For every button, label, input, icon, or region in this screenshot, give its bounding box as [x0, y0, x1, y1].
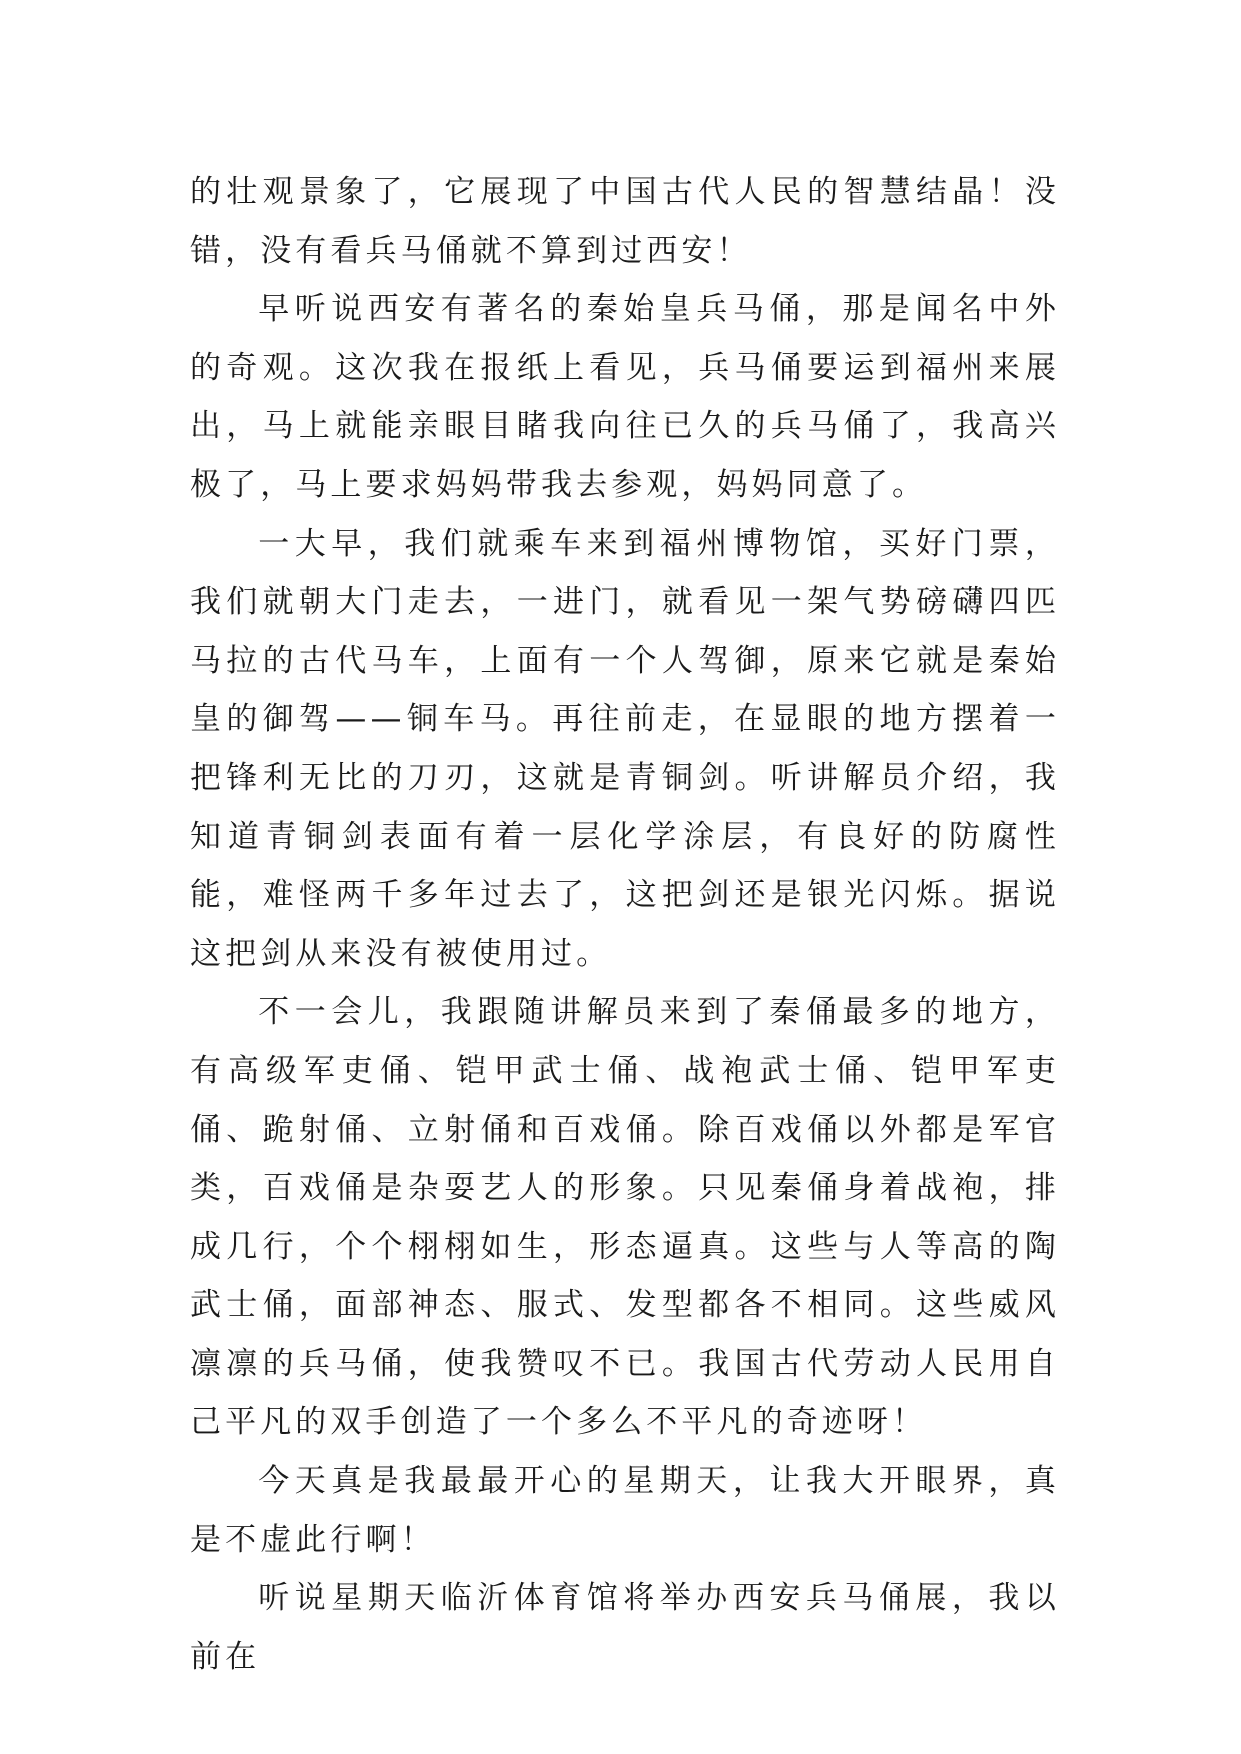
paragraph-5: 今天真是我最最开心的星期天，让我大开眼界，真是不虚此行啊！	[190, 1463, 1060, 1558]
paragraph-3: 一大早，我们就乘车来到福州博物馆，买好门票，我们就朝大门走去，一进门，就看见一架气势磅礴四匹马拉的古代马车，上面有一个人驾御，原来它就是秦始皇的御驾——铜车马。再往前走，在显眼的地方摆着一把锋利无比的刀刃，这就是青铜剑。听讲解员介绍，我知道青铜剑表面有着一层化学涂层，有良好的防腐性能，难怪两千多年过去了，这把剑还是银光闪烁。据说这把剑从来没有被使用过。	[190, 525, 1060, 972]
paragraph-1: 的壮观景象了，它展现了中国古代人民的智慧结晶！没错，没有看兵马俑就不算到过西安！	[190, 174, 1060, 269]
paragraph-4: 不一会儿，我跟随讲解员来到了秦俑最多的地方，有高级军吏俑、铠甲武士俑、战袍武士俑、铠甲军吏俑、跪射俑、立射俑和百戏俑。除百戏俑以外都是军官类，百戏俑是杂耍艺人的形象。只见秦俑身着战袍，排成几行，个个栩栩如生，形态逼真。这些与人等高的陶武士俑，面部神态、服式、发型都各不相同。这些威风凛凛的兵马俑，使我赞叹不已。我国古代劳动人民用自己平凡的双手创造了一个多么不平凡的奇迹呀！	[190, 994, 1060, 1441]
paragraph-6: 听说星期天临沂体育馆将举办西安兵马俑展，我以前在	[190, 1580, 1060, 1675]
paragraph-2: 早听说西安有著名的秦始皇兵马俑，那是闻名中外的奇观。这次我在报纸上看见，兵马俑要运到福州来展出，马上就能亲眼目睹我向往已久的兵马俑了，我高兴极了，马上要求妈妈带我去参观，妈妈同意了。	[190, 291, 1060, 503]
document-body	[190, 163, 1060, 1686]
